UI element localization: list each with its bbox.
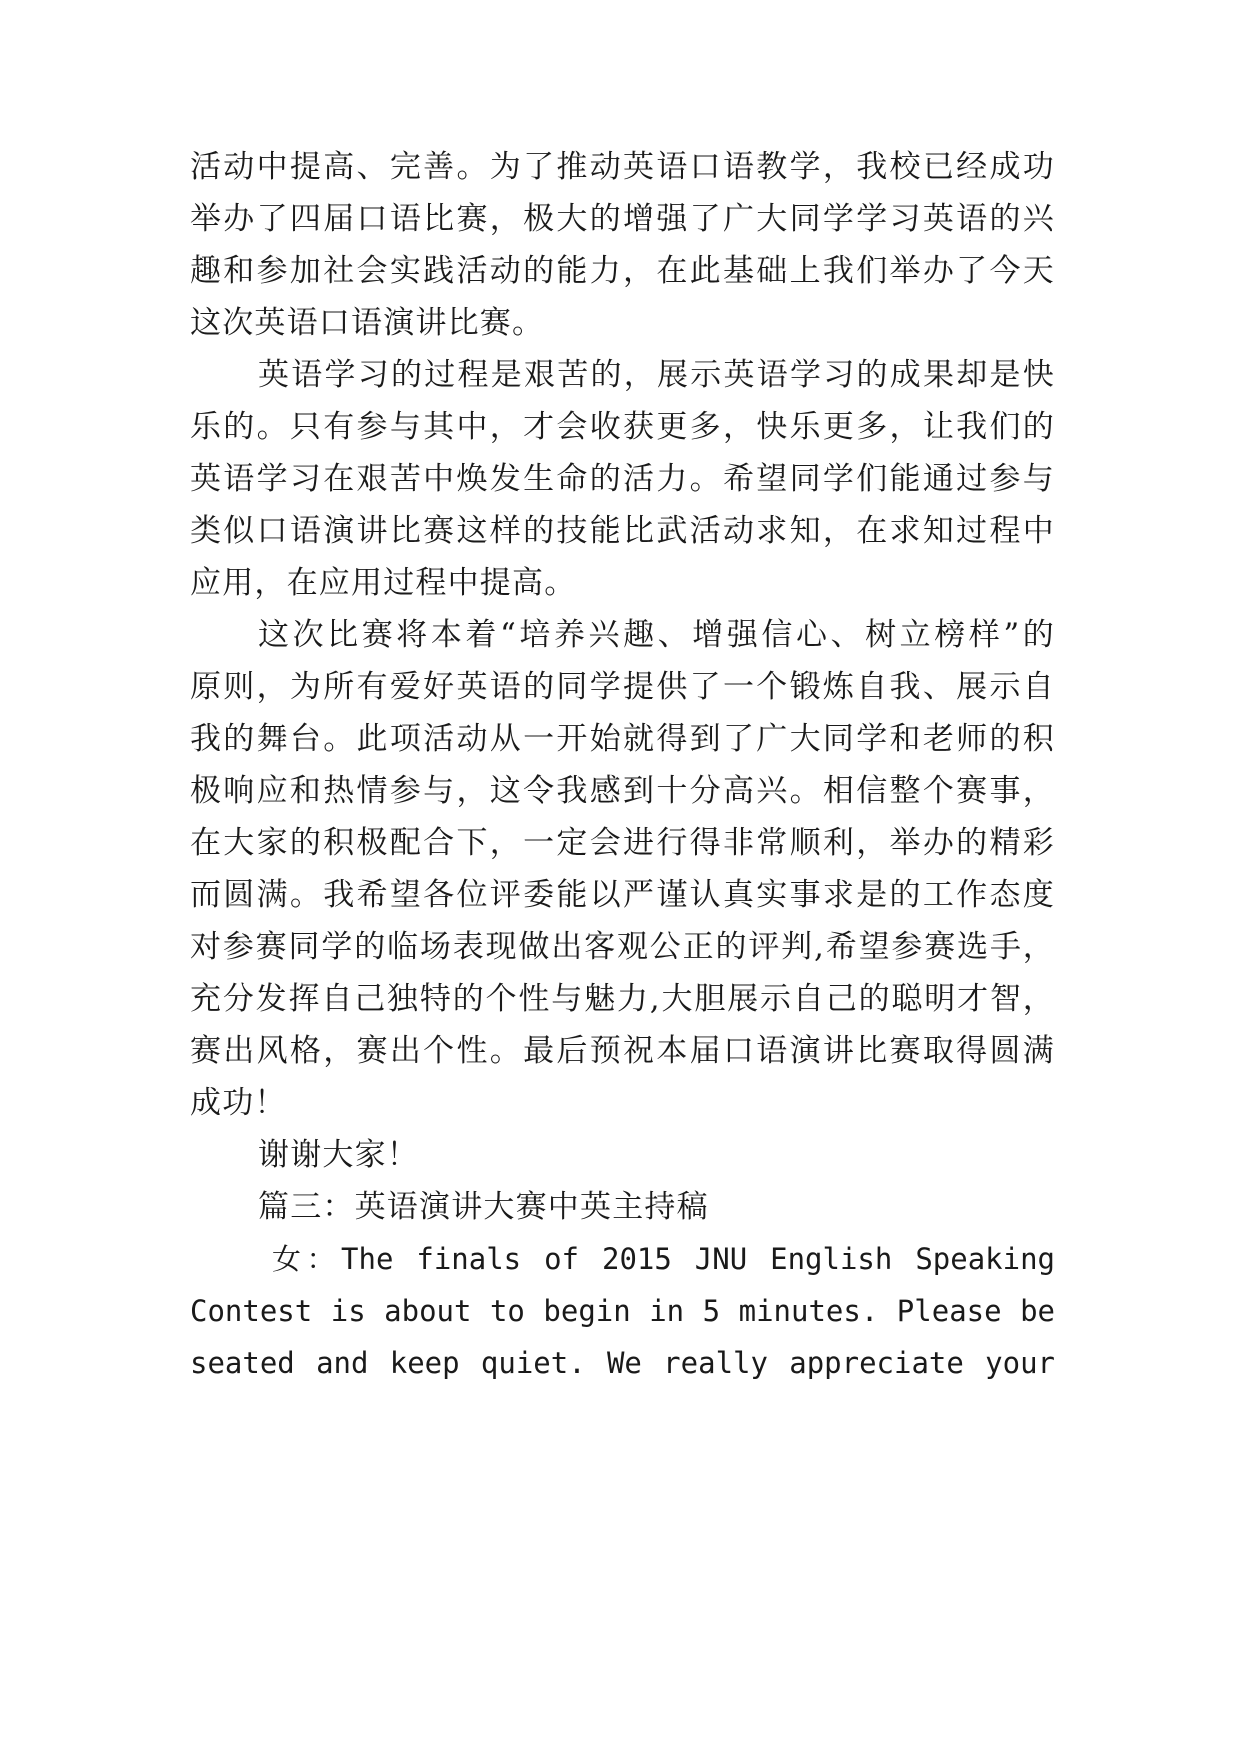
text-line: seated and keep quiet. We really appreciate your (190, 1346, 1055, 1380)
text-line: 趣和参加社会实践活动的能力，在此基础上我们举办了今天 (190, 253, 1055, 289)
text-line: 赛出风格，赛出个性。最后预祝本届口语演讲比赛取得圆满 (190, 1033, 1055, 1069)
text-line: 举办了四届口语比赛，极大的增强了广大同学学习英语的兴 (190, 201, 1055, 237)
text-line: 在大家的积极配合下，一定会进行得非常顺利，举办的精彩 (190, 825, 1055, 861)
text-line: 我的舞台。此项活动从一开始就得到了广大同学和老师的积 (190, 721, 1055, 757)
text-line: 这次英语口语演讲比赛。 (190, 305, 545, 341)
text-line: 极响应和热情参与，这令我感到十分高兴。相信整个赛事， (190, 773, 1055, 809)
text-line: 而圆满。我希望各位评委能以严谨认真实事求是的工作态度 (190, 877, 1055, 913)
text-line: 类似口语演讲比赛这样的技能比武活动求知，在求知过程中 (190, 513, 1055, 549)
paragraph-first-line: 女：The finals of 2015 JNU English Speaking (272, 1242, 1055, 1276)
text-line: Contest is about to begin in 5 minutes. Please be (190, 1294, 1055, 1328)
text-line: 乐的。只有参与其中，才会收获更多，快乐更多，让我们的 (190, 409, 1055, 445)
paragraph-first-line: 谢谢大家！ (258, 1137, 419, 1173)
text-line: 英语学习在艰苦中焕发生命的活力。希望同学们能通过参与 (190, 461, 1055, 497)
text-line: 对参赛同学的临场表现做出客观公正的评判,希望参赛选手， (190, 929, 1055, 965)
text-line: 充分发挥自己独特的个性与魅力,大胆展示自己的聪明才智， (190, 981, 1055, 1017)
section-heading: 篇三：英语演讲大赛中英主持稿 (258, 1189, 709, 1225)
paragraph-first-line: 这次比赛将本着“培养兴趣、增强信心、树立榜样”的 (258, 617, 1055, 653)
paragraph-first-line: 英语学习的过程是艰苦的，展示英语学习的成果却是快 (258, 357, 1055, 393)
text-line: 成功！ (190, 1085, 287, 1121)
text-line: 应用，在应用过程中提高。 (190, 565, 577, 601)
text-line: 原则，为所有爱好英语的同学提供了一个锻炼自我、展示自 (190, 669, 1055, 705)
text-line: 活动中提高、完善。为了推动英语口语教学，我校已经成功 (190, 149, 1055, 185)
